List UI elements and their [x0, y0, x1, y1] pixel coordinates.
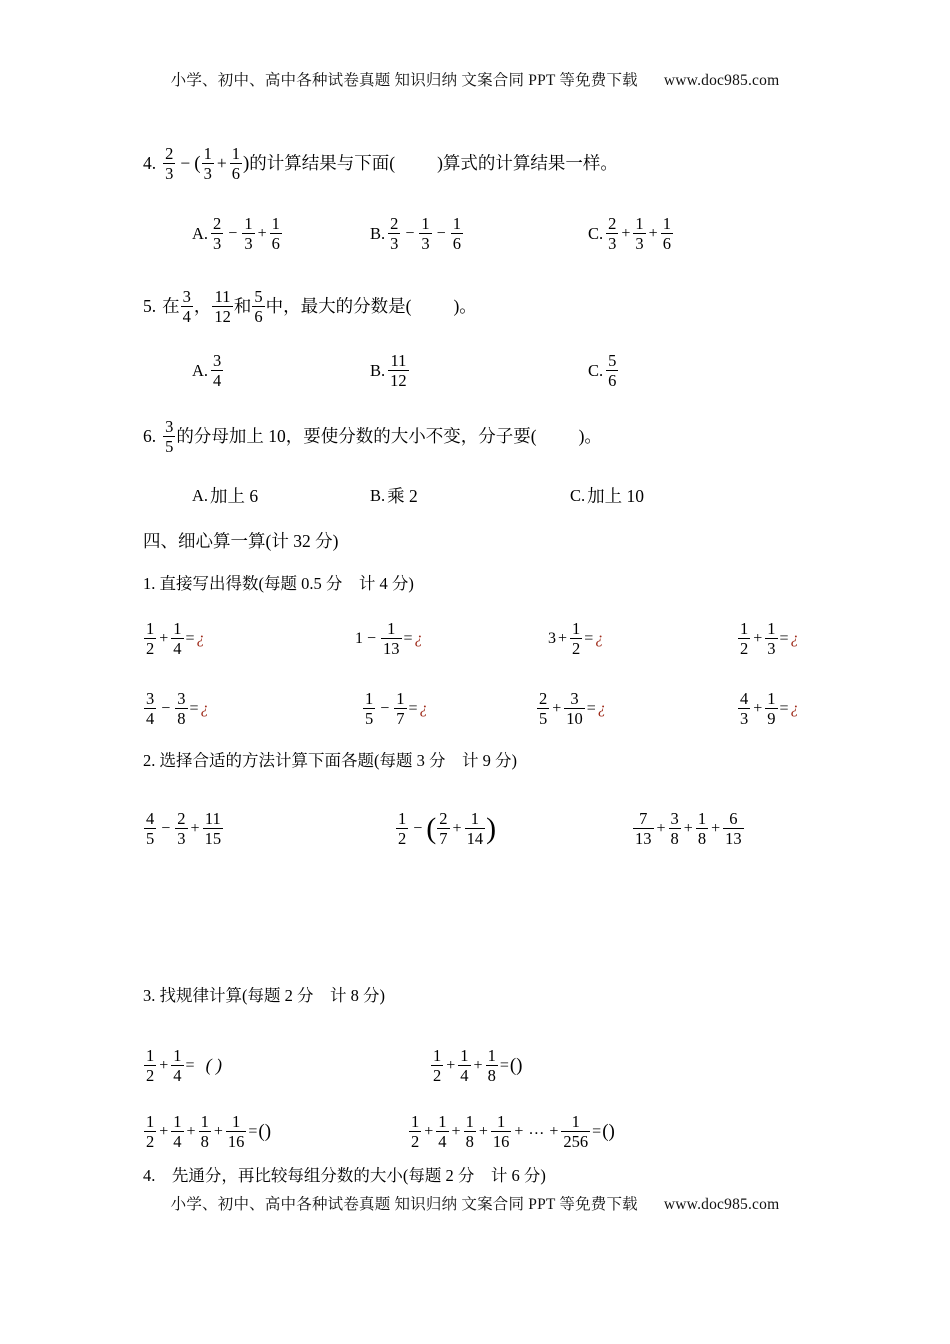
- numerator: 2: [177, 809, 186, 828]
- oral-problem-5: [143, 690, 209, 728]
- answer-placeholder[interactable]: ¿: [790, 629, 799, 647]
- denominator: 8: [670, 829, 679, 849]
- operator-plus: +: [473, 1056, 483, 1074]
- option-label: B.: [370, 360, 386, 380]
- numerator: 1: [740, 619, 749, 638]
- option-text: 加上 10: [587, 486, 645, 506]
- denominator: 13: [725, 829, 742, 849]
- denominator: 3: [767, 639, 776, 659]
- integer-three: 3: [548, 629, 556, 647]
- left-paren: (: [194, 153, 201, 175]
- numerator: 2: [539, 689, 548, 708]
- operator-plus: +: [257, 224, 267, 242]
- fraction-2-5: [537, 690, 549, 728]
- option-text: 加上 6: [210, 486, 259, 506]
- fraction-1-4: [171, 620, 183, 658]
- operator-equals: =: [403, 629, 413, 647]
- numerator: 2: [439, 809, 448, 828]
- operator-minus: −: [436, 224, 446, 242]
- denominator: 6: [452, 234, 461, 254]
- operator-plus: +: [216, 153, 227, 174]
- operator-equals: =: [592, 1122, 602, 1140]
- fraction-1-2: [431, 1047, 443, 1085]
- operator-minus: −: [413, 819, 423, 837]
- denominator: 4: [213, 371, 222, 391]
- question-6-option-a[interactable]: [192, 483, 258, 508]
- numerator: 1: [571, 1112, 580, 1131]
- right-paren: ): [486, 811, 497, 845]
- denominator: 2: [146, 1132, 155, 1152]
- option-label: A.: [192, 223, 209, 243]
- answer-blank[interactable]: (): [258, 1120, 272, 1142]
- calc-problem-1: [143, 810, 224, 848]
- numerator: 1: [173, 1046, 182, 1065]
- operator-plus: +: [424, 1122, 434, 1140]
- fraction-1-2: [396, 810, 408, 848]
- operator-plus: +: [656, 819, 666, 837]
- fraction-1-7: [394, 690, 406, 728]
- operator-plus: +: [190, 819, 200, 837]
- denominator: 4: [182, 307, 191, 327]
- operator-plus: +: [753, 629, 763, 647]
- denominator: 8: [487, 1066, 496, 1086]
- option-label: A.: [192, 485, 209, 505]
- operator-equals: =: [586, 699, 596, 717]
- question-6-option-b[interactable]: [370, 483, 418, 508]
- numerator: 1: [200, 1112, 209, 1131]
- numerator: 2: [165, 144, 174, 163]
- denominator: 4: [146, 709, 155, 729]
- numerator: 11: [390, 351, 407, 370]
- question-5-number: 5.: [143, 296, 157, 317]
- numerator: 1: [438, 1112, 447, 1131]
- denominator: 16: [492, 1132, 510, 1152]
- fraction-2-3: [175, 810, 187, 848]
- answer-placeholder[interactable]: ¿: [414, 629, 423, 647]
- numerator: 1: [460, 1046, 469, 1065]
- operator-minus: −: [380, 699, 390, 717]
- fraction-1-5: [363, 690, 375, 728]
- numerator: 5: [608, 351, 617, 370]
- oral-problem-3: [548, 620, 603, 658]
- denominator: 4: [173, 639, 182, 659]
- question-5-option-a[interactable]: [192, 352, 224, 390]
- numerator: 1: [365, 689, 374, 708]
- operator-plus: +: [159, 1056, 169, 1074]
- numerator: 1: [433, 1046, 442, 1065]
- denominator: 7: [439, 829, 448, 849]
- fraction-1-3: [765, 620, 777, 658]
- calc-problem-2: [395, 810, 496, 848]
- numerator: 6: [729, 809, 738, 828]
- option-label: A.: [192, 360, 209, 380]
- question-4-option-b[interactable]: [370, 215, 464, 253]
- fraction-11-12: [212, 288, 233, 326]
- numerator: 1: [146, 619, 155, 638]
- fraction-1-2: [144, 1113, 156, 1151]
- numerator: 1: [635, 214, 644, 233]
- fraction-5-6: [606, 352, 618, 390]
- denominator: 13: [635, 829, 652, 849]
- numerator: 2: [213, 214, 222, 233]
- oral-problem-7: [536, 690, 606, 728]
- denominator: 13: [383, 639, 400, 659]
- fraction-1-4: [458, 1047, 470, 1085]
- operator-plus: +: [549, 1122, 559, 1140]
- denominator: 8: [465, 1132, 474, 1152]
- footer-watermark: [0, 1192, 950, 1214]
- question-5-option-b[interactable]: [370, 352, 410, 390]
- denominator: 3: [608, 234, 617, 254]
- numerator: 1: [470, 809, 479, 828]
- fraction-1-2: [570, 620, 582, 658]
- numerator: 3: [182, 287, 191, 306]
- option-label: B.: [370, 223, 386, 243]
- denominator: 2: [433, 1066, 442, 1086]
- fraction-3-8: [669, 810, 681, 848]
- denominator: 3: [177, 829, 186, 849]
- numerator: 1: [173, 1112, 182, 1131]
- numerator: 1: [244, 214, 253, 233]
- denominator: 5: [539, 709, 548, 729]
- option-label: C.: [570, 485, 586, 505]
- denominator: 2: [572, 639, 581, 659]
- operator-plus: +: [213, 1122, 223, 1140]
- oral-problem-6: [362, 690, 428, 728]
- fraction-1-2: [144, 1047, 156, 1085]
- denominator: 8: [177, 709, 186, 729]
- question-6-number: 6.: [143, 426, 157, 447]
- answer-blank[interactable]: (): [602, 1120, 615, 1142]
- answer-placeholder[interactable]: ¿: [790, 699, 799, 717]
- fraction-7-13: [633, 810, 654, 848]
- denominator: 6: [271, 234, 280, 254]
- header-watermark: [0, 68, 950, 90]
- operator-plus: +: [683, 819, 693, 837]
- operator-equals: =: [499, 1056, 509, 1074]
- denominator: 3: [165, 164, 174, 184]
- numerator: 3: [670, 809, 679, 828]
- watermark-url: www.doc985.com: [663, 1196, 780, 1213]
- operator-equals: =: [185, 1056, 195, 1074]
- option-text: 乘 2: [387, 486, 418, 506]
- denominator: 3: [213, 234, 222, 254]
- question-4-option-a[interactable]: [192, 215, 283, 253]
- answer-placeholder[interactable]: ¿: [419, 699, 428, 717]
- numerator: 1: [465, 1112, 474, 1131]
- fraction-1-2: [409, 1113, 421, 1151]
- fraction-1-8: [199, 1113, 211, 1151]
- denominator: 2: [398, 829, 407, 849]
- numerator: 1: [146, 1046, 155, 1065]
- watermark-url: www.doc985.com: [663, 72, 780, 89]
- question-4-text-b: )算式的计算结果一样。: [437, 153, 618, 174]
- operator-equals: =: [189, 699, 199, 717]
- question-5-lead: 在: [162, 296, 180, 317]
- denominator: 3: [421, 234, 430, 254]
- answer-blank[interactable]: (): [509, 1054, 523, 1076]
- fraction-1-3: [633, 215, 645, 253]
- fraction-3-4: [144, 690, 156, 728]
- fraction-1-8: [486, 1047, 498, 1085]
- fraction-1-9: [765, 690, 777, 728]
- operator-equals: =: [779, 629, 789, 647]
- oral-problem-2: [355, 620, 423, 658]
- denominator: 10: [566, 709, 583, 729]
- denominator: 2: [411, 1132, 420, 1152]
- numerator: 1: [387, 619, 396, 638]
- question-6-option-c[interactable]: [570, 483, 644, 508]
- section-heading-four: 四、细心算一算(计 32 分): [143, 531, 339, 551]
- answer-placeholder[interactable]: ¿: [597, 699, 606, 717]
- numerator: 2: [608, 214, 617, 233]
- question-4-stem: [143, 145, 618, 183]
- fraction-1-14: [465, 810, 486, 848]
- numerator: 1: [487, 1046, 496, 1065]
- operator-minus: −: [405, 224, 415, 242]
- operator-plus: +: [159, 629, 169, 647]
- numerator: 1: [496, 1112, 506, 1131]
- numerator: 1: [398, 809, 407, 828]
- operator-equals: =: [248, 1122, 258, 1140]
- fraction-4-3: [738, 690, 750, 728]
- numerator: 11: [204, 809, 221, 828]
- operator-plus: +: [186, 1122, 196, 1140]
- denominator: 6: [608, 371, 617, 391]
- operator-plus: +: [711, 819, 721, 837]
- operator-plus: +: [552, 699, 562, 717]
- numerator: 3: [570, 689, 579, 708]
- pattern-problem-1: [143, 1047, 222, 1085]
- watermark-text: 小学、初中、高中各种试卷真题 知识归纳 文案合同 PPT 等免费下载: [170, 72, 638, 89]
- denominator: 3: [740, 709, 749, 729]
- fraction-1-4: [171, 1113, 183, 1151]
- numerator: 1: [396, 689, 405, 708]
- question-4-text-a: 的计算结果与下面(: [249, 153, 396, 174]
- denominator: 3: [635, 234, 644, 254]
- fraction-1-6: [270, 215, 282, 253]
- comma: ，: [193, 296, 212, 317]
- numerator: 1: [697, 809, 707, 828]
- question-6-stem: [143, 418, 602, 456]
- question-4-number: 4.: [143, 153, 157, 174]
- operator-minus: −: [367, 629, 377, 647]
- operator-equals: =: [408, 699, 418, 717]
- operator-plus: +: [648, 224, 658, 242]
- fraction-1-2: [144, 620, 156, 658]
- numerator: 1: [231, 144, 240, 163]
- operator-equals: =: [185, 629, 195, 647]
- numerator: 1: [203, 144, 212, 163]
- question-6-text-b: )。: [578, 426, 602, 447]
- denominator: 12: [390, 371, 407, 391]
- fraction-4-5: [144, 810, 156, 848]
- integer-one: 1: [355, 629, 363, 647]
- numerator: 7: [639, 809, 648, 828]
- denominator: 6: [254, 307, 263, 327]
- answer-placeholder[interactable]: ¿: [595, 629, 604, 647]
- oral-problem-1: [143, 620, 205, 658]
- numerator: 1: [767, 689, 776, 708]
- pattern-problem-4: [408, 1113, 615, 1151]
- numerator: 1: [231, 1112, 241, 1131]
- operator-plus: +: [452, 819, 462, 837]
- question-5-text-b: )。: [453, 296, 477, 317]
- numerator: 3: [165, 417, 174, 436]
- fraction-6-13: [723, 810, 744, 848]
- denominator: 4: [173, 1132, 182, 1152]
- conjunction-and: 和: [233, 296, 252, 317]
- answer-placeholder[interactable]: ¿: [196, 629, 205, 647]
- denominator: 14: [466, 829, 484, 849]
- numerator: 1: [146, 1112, 155, 1131]
- denominator: 5: [165, 437, 174, 457]
- fraction-1-6: [451, 215, 463, 253]
- fraction-11-12: [388, 352, 409, 390]
- option-label: B.: [370, 485, 386, 505]
- fraction-1-256: [561, 1113, 590, 1151]
- numerator: 1: [767, 619, 776, 638]
- fraction-1-4: [171, 1047, 183, 1085]
- fraction-11-15: [203, 810, 224, 848]
- fraction-1-8: [464, 1113, 476, 1151]
- fraction-1-3: [202, 145, 214, 183]
- left-paren: (: [426, 811, 437, 845]
- fraction-5-6: [252, 288, 264, 326]
- operator-plus: +: [753, 699, 763, 717]
- operator-plus: +: [514, 1122, 524, 1140]
- subsection-3-heading: 3. 找规律计算(每题 2 分 计 8 分): [143, 986, 385, 1005]
- denominator: 7: [396, 709, 405, 729]
- denominator: 12: [214, 307, 231, 327]
- numerator: 3: [213, 351, 222, 370]
- fraction-3-4: [211, 352, 223, 390]
- question-5-text-a: 中，最大的分数是(: [265, 296, 412, 317]
- denominator: 3: [390, 234, 399, 254]
- question-5-option-c[interactable]: [588, 352, 619, 390]
- answer-placeholder[interactable]: ¿: [200, 699, 209, 717]
- denominator: 3: [244, 234, 253, 254]
- fraction-2-3: [388, 215, 400, 253]
- denominator: 5: [146, 829, 155, 849]
- numerator: 1: [452, 214, 461, 233]
- numerator: 4: [740, 689, 749, 708]
- operator-plus: +: [159, 1122, 169, 1140]
- oral-problem-4: [737, 620, 799, 658]
- numerator: 5: [254, 287, 263, 306]
- option-label: C.: [588, 360, 604, 380]
- fraction-1-4: [436, 1113, 448, 1151]
- fraction-2-7: [437, 810, 449, 848]
- pattern-problem-3: [143, 1113, 271, 1151]
- subsection-1-heading: 1. 直接写出得数(每题 0.5 分 计 4 分): [143, 574, 414, 593]
- watermark-text: 小学、初中、高中各种试卷真题 知识归纳 文案合同 PPT 等免费下载: [170, 1196, 638, 1213]
- denominator: 6: [231, 164, 240, 184]
- operator-minus: −: [161, 699, 171, 717]
- right-paren: ): [242, 153, 250, 175]
- denominator: 15: [204, 829, 222, 849]
- operator-plus: +: [451, 1122, 461, 1140]
- numerator: 1: [662, 214, 671, 233]
- numerator: 1: [421, 214, 430, 233]
- answer-blank[interactable]: ( ): [205, 1055, 223, 1076]
- numerator: 1: [173, 619, 182, 638]
- denominator: 6: [662, 234, 671, 254]
- fraction-1-16: [226, 1113, 247, 1151]
- denominator: 2: [146, 639, 155, 659]
- fraction-3-4: [181, 288, 193, 326]
- denominator: 8: [697, 829, 707, 849]
- fraction-1-16: [491, 1113, 512, 1151]
- denominator: 9: [767, 709, 776, 729]
- fraction-3-5: [163, 418, 175, 456]
- fraction-1-2: [738, 620, 750, 658]
- operator-plus: +: [558, 629, 568, 647]
- operator-plus: +: [446, 1056, 456, 1074]
- denominator: 4: [438, 1132, 447, 1152]
- fraction-2-3: [163, 145, 175, 183]
- fraction-1-13: [381, 620, 402, 658]
- numerator: 11: [214, 287, 231, 306]
- fraction-3-10: [564, 690, 585, 728]
- denominator: 8: [200, 1132, 209, 1152]
- operator-minus: −: [161, 819, 171, 837]
- operator-minus: −: [228, 224, 238, 242]
- oral-problem-8: [737, 690, 799, 728]
- operator-plus: +: [621, 224, 631, 242]
- question-4-option-c[interactable]: [588, 215, 674, 253]
- denominator: 2: [740, 639, 749, 659]
- numerator: 3: [177, 689, 186, 708]
- numerator: 4: [146, 809, 155, 828]
- fraction-1-6: [230, 145, 242, 183]
- denominator: 4: [460, 1066, 469, 1086]
- denominator: 256: [563, 1132, 589, 1152]
- denominator: 3: [203, 164, 212, 184]
- subsection-2-heading: 2. 选择合适的方法计算下面各题(每题 3 分 计 9 分): [143, 751, 517, 770]
- denominator: 5: [365, 709, 374, 729]
- question-5-stem: [143, 288, 477, 326]
- fraction-3-8: [175, 690, 187, 728]
- numerator: 1: [411, 1112, 420, 1131]
- fraction-1-3: [419, 215, 431, 253]
- pattern-problem-2: [430, 1047, 523, 1085]
- fraction-1-6: [661, 215, 673, 253]
- question-6-text-a: 的分母加上 10，要使分数的大小不变，分子要(: [176, 426, 537, 447]
- denominator: 4: [173, 1066, 182, 1086]
- ellipsis: …: [528, 1120, 545, 1138]
- fraction-2-3: [606, 215, 618, 253]
- denominator: 2: [146, 1066, 155, 1086]
- operator-plus: +: [478, 1122, 488, 1140]
- fraction-1-8: [696, 810, 708, 848]
- numerator: 2: [390, 214, 399, 233]
- operator-minus: −: [180, 153, 191, 174]
- fraction-2-3: [211, 215, 223, 253]
- operator-equals: =: [584, 629, 594, 647]
- fraction-1-3: [242, 215, 254, 253]
- calc-problem-3: [632, 810, 745, 848]
- option-label: C.: [588, 223, 604, 243]
- operator-equals: =: [779, 699, 789, 717]
- numerator: 1: [572, 619, 581, 638]
- subsection-4-heading: 4. 先通分，再比较每组分数的大小(每题 2 分 计 6 分): [143, 1166, 546, 1185]
- denominator: 16: [227, 1132, 245, 1152]
- numerator: 3: [146, 689, 155, 708]
- numerator: 1: [271, 214, 280, 233]
